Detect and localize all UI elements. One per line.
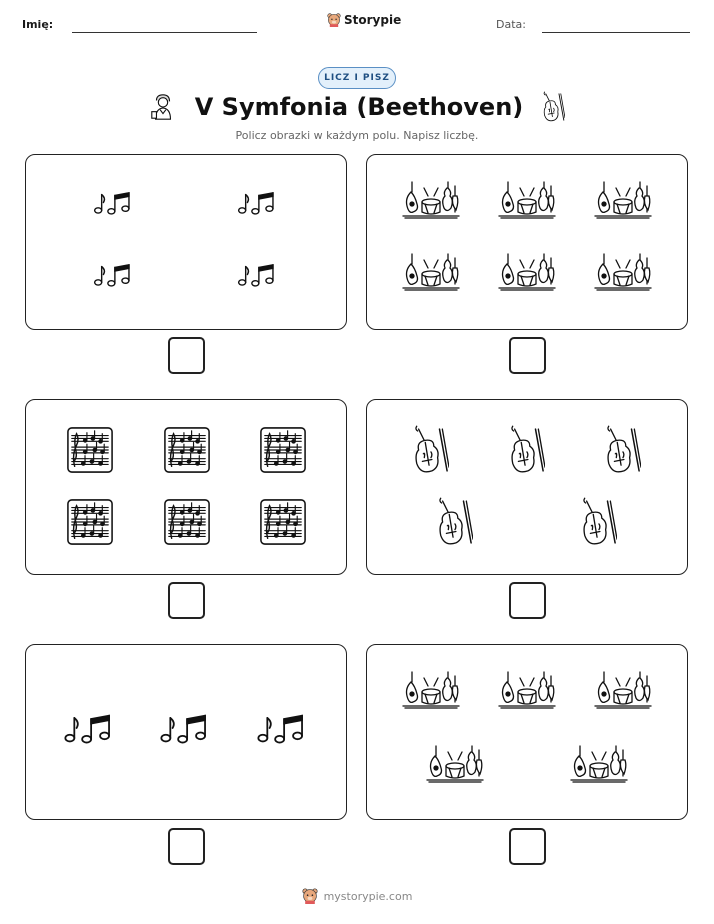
orchestra-instruments-icon [569, 743, 629, 785]
count-panel-3 [25, 399, 347, 575]
violin-icon [435, 494, 473, 550]
answer-box-5[interactable] [168, 828, 205, 865]
answer-box-2[interactable] [509, 337, 546, 374]
orchestra-instruments-icon [593, 251, 653, 293]
count-panel-2 [366, 154, 688, 330]
music-notes-icon [92, 261, 136, 288]
instructions: Policz obrazki w każdym polu. Napisz liczbę. [235, 129, 479, 142]
orchestra-instruments-icon [593, 669, 653, 711]
activity-badge: LICZ I PISZ [318, 67, 396, 89]
sheet-music-icon [259, 498, 307, 546]
bear-mascot-icon [327, 13, 341, 27]
sheet-music-icon [163, 426, 211, 474]
brand-name: Storypie [344, 13, 402, 27]
orchestra-instruments-icon [497, 179, 557, 221]
answer-box-3[interactable] [168, 582, 205, 619]
music-notes-icon [255, 711, 311, 745]
bear-mascot-icon [302, 888, 318, 904]
orchestra-instruments-icon [593, 179, 653, 221]
count-panel-4 [366, 399, 688, 575]
sheet-music-icon [163, 498, 211, 546]
footer-url[interactable]: mystorypie.com [323, 889, 413, 903]
date-line[interactable] [542, 32, 690, 33]
music-notes-icon [62, 711, 118, 745]
orchestra-instruments-icon [401, 669, 461, 711]
music-notes-icon [158, 711, 214, 745]
violin-icon [579, 494, 617, 550]
music-notes-icon [92, 189, 136, 216]
violin-icon [507, 422, 545, 478]
footer [0, 888, 714, 904]
orchestra-instruments-icon [425, 743, 485, 785]
orchestra-instruments-icon [401, 179, 461, 221]
orchestra-instruments-icon [401, 251, 461, 293]
page-title: V Symfonia (Beethoven) [194, 93, 524, 121]
count-panel-5 [25, 644, 347, 820]
violin-icon [541, 90, 565, 124]
violin-icon [603, 422, 641, 478]
brand-logo [327, 13, 401, 27]
date-label: Data: [496, 18, 526, 31]
music-notes-icon [236, 189, 280, 216]
count-panel-1 [25, 154, 347, 330]
sheet-music-icon [66, 426, 114, 474]
violin-icon [411, 422, 449, 478]
beethoven-icon [149, 93, 177, 121]
answer-box-6[interactable] [509, 828, 546, 865]
sheet-music-icon [66, 498, 114, 546]
orchestra-instruments-icon [497, 669, 557, 711]
title-row [0, 90, 714, 124]
orchestra-instruments-icon [497, 251, 557, 293]
count-panel-6 [366, 644, 688, 820]
music-notes-icon [236, 261, 280, 288]
answer-box-4[interactable] [509, 582, 546, 619]
name-label: Imię: [22, 18, 54, 31]
answer-box-1[interactable] [168, 337, 205, 374]
name-line[interactable] [72, 32, 257, 33]
sheet-music-icon [259, 426, 307, 474]
